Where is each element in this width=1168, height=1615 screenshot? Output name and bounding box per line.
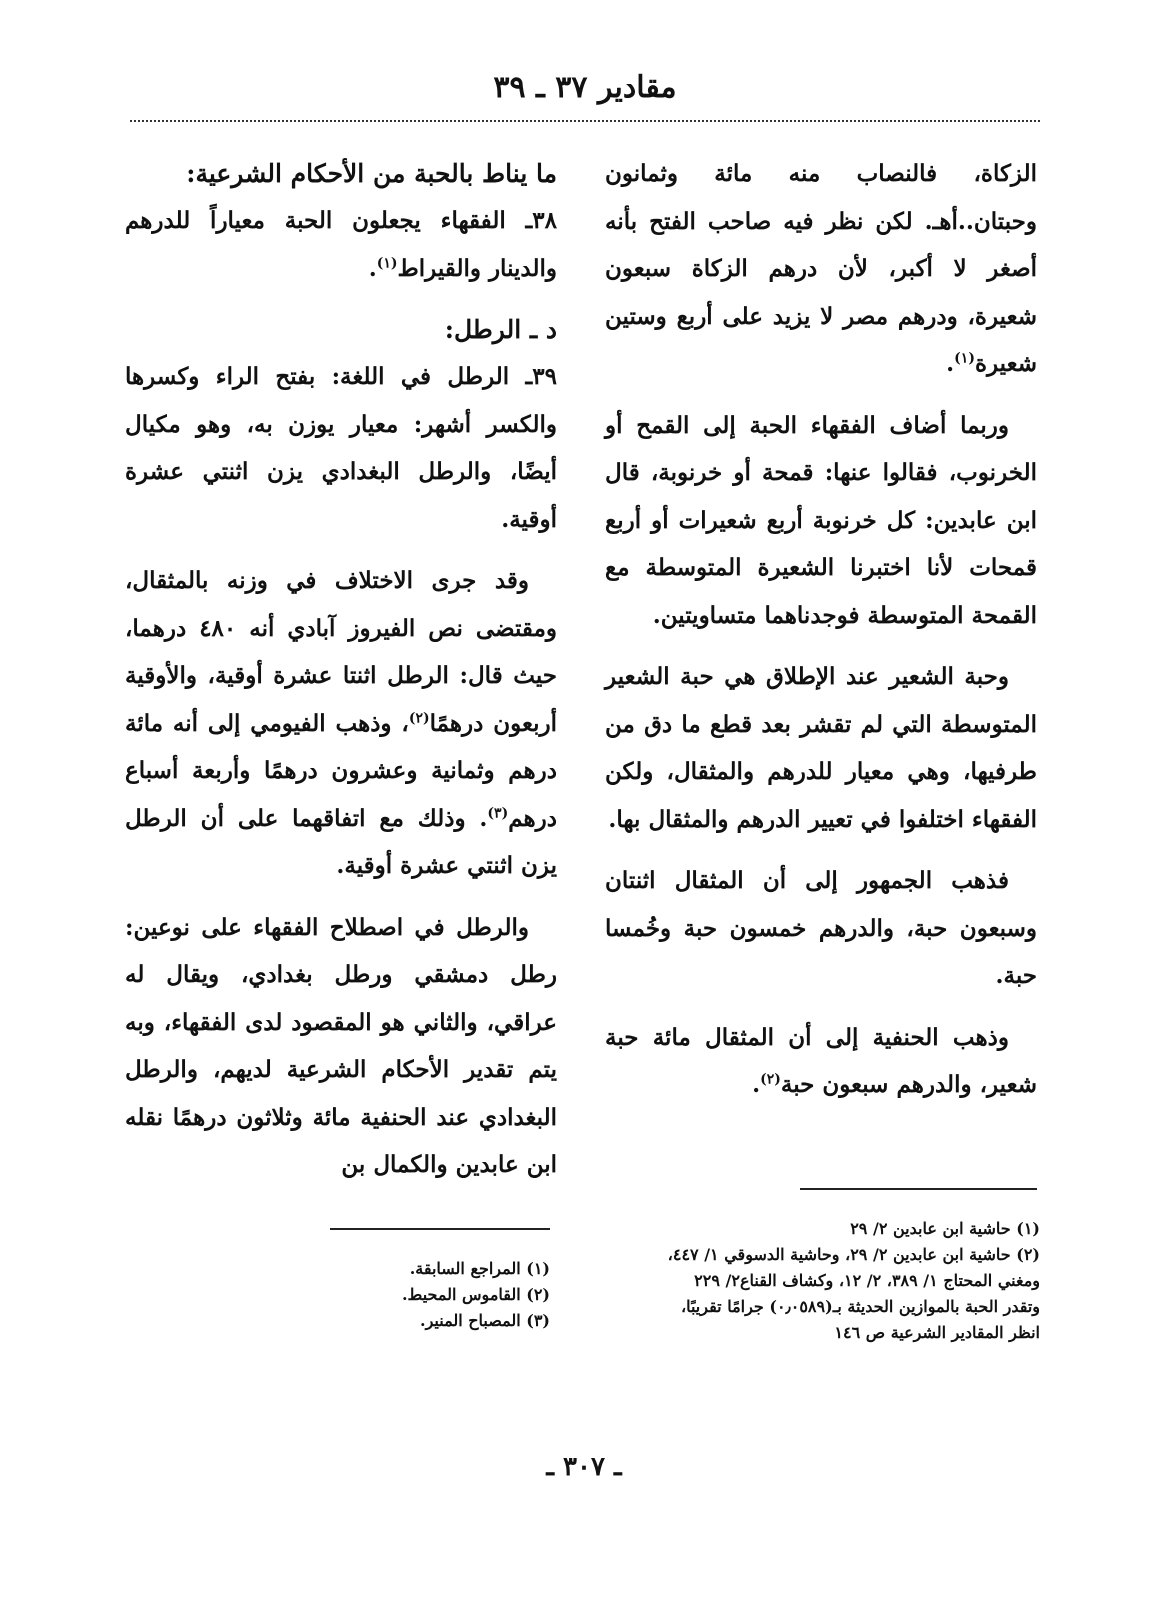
footnote-ref[interactable]: (١) bbox=[376, 254, 398, 271]
paragraph-hanafiya: وذهب الحنفية إلى أن المثقال مائة حبة شعير، والدرهم سبعون حبة$^{(٢)}$. bbox=[605, 1023, 1037, 1098]
paragraph-zakat: الزكاة، فالنصاب منه مائة وثمانون وحبتان..أهـ. لكن نظر فيه صاحب الفتح بأنه أصغر لا أكبر، لأن درهم الزكاة سبعون شعيرة، ودرهم مصر لا يزيد على أربع وستين شعيرة$^{(١)}$. bbox=[605, 160, 1037, 377]
page-number: ـ ٣٠٧ ـ bbox=[546, 1452, 622, 1482]
paragraph-jumhur: فذهب الجمهور إلى أن المثقال اثنتان وسبعون حبة، والدرهم خمسون حبة وخُمسا حبة. bbox=[605, 867, 1037, 989]
paragraph-qamh: وربما أضاف الفقهاء الحبة إلى القمح أو الخرنوب، فقالوا عنها: قمحة أو خرنوبة، قال ابن عابدين: كل خرنوبة أربع شعيرات أو أربع قمحات لأنا اختبرنا الشعيرة المتوسطة مع القمحة المتوسطة فوجدناهما متساويتين. bbox=[605, 411, 1037, 629]
footnote-separator-right bbox=[800, 1188, 1037, 1190]
footnote-ref[interactable]: (٢) bbox=[408, 709, 430, 726]
footnotes-right bbox=[600, 1216, 1040, 1346]
footnote-ref[interactable]: (٢) bbox=[760, 1071, 781, 1088]
footnote-ref[interactable]: (١) bbox=[954, 350, 975, 367]
footnote-separator-left bbox=[330, 1228, 550, 1230]
paragraph-39: ٣٩ـ الرطل في اللغة: بفتح الراء وكسرها والكسر أشهر: معيار يوزن به، وهو مكيال أيضًا، والرطل البغدادي يزن اثنتي عشرة أوقية. bbox=[125, 363, 557, 533]
footnote-item: (٢) القاموس المحيط. bbox=[401, 1285, 550, 1304]
footnote-item: ومغني المحتاج ١/ ٣٨٩، ٢/ ١٢، وكشاف القناع٢/ ٢٢٩ bbox=[694, 1271, 1040, 1290]
footnote-item: (٢) حاشية ابن عابدين ٢/ ٢٩، وحاشية الدسوقي ١/ ٤٤٧، bbox=[667, 1245, 1040, 1264]
running-title: مقادير ٣٧ ـ ٣٩ bbox=[493, 70, 677, 105]
footnote-item: (١) حاشية ابن عابدين ٢/ ٢٩ bbox=[850, 1219, 1040, 1238]
section-heading-ratl: د ـ الرطل: bbox=[444, 315, 557, 344]
footnote-item: انظر المقادير الشرعية ص ١٤٦ bbox=[834, 1323, 1040, 1342]
header-dotted-rule bbox=[130, 120, 1040, 122]
footnote-item: (٣) المصباح المنير. bbox=[420, 1311, 550, 1330]
page-header bbox=[130, 62, 1040, 122]
right-column bbox=[605, 150, 1037, 1123]
paragraph-nawain: والرطل في اصطلاح الفقهاء على نوعين: رطل دمشقي ورطل بغدادي، ويقال له عراقي، والثاني هو المقصود لدى الفقهاء، وبه يتم تقدير الأحكام الشرعية لديهم، والرطل البغدادي عند الحنفية مائة وثلاثون درهمًا نقله ابن عابدين والكمال بن bbox=[125, 913, 557, 1178]
paragraph-shaeer: وحبة الشعير عند الإطلاق هي حبة الشعير المتوسطة التي لم تقشر بعد قطع ما دق من طرفيها، وهي معيار للدرهم والمثقال، ولكن الفقهاء اختلفوا في تعيير الدرهم والمثقال بها. bbox=[605, 663, 1037, 833]
footnote-item: (١) المراجع السابقة. bbox=[409, 1259, 550, 1278]
footnote-item: وتقدر الحبة بالموازين الحديثة بـ(٠٫٠٥٨٩) جرامًا تقريبًا، bbox=[680, 1297, 1040, 1316]
section-heading-habba: ما يناط بالحبة من الأحكام الشرعية: bbox=[186, 159, 557, 188]
left-column bbox=[125, 150, 557, 1203]
footnotes-left bbox=[300, 1256, 550, 1334]
paragraph-ikhtilaf: وقد جرى الاختلاف في وزنه بالمثقال، ومقتضى نص الفيروز آبادي أنه ٤٨٠ درهما، حيث قال: الرطل اثنتا عشرة أوقية، والأوقية أربعون درهمًا$^{(٢)}$، وذهب الفيومي إلى أنه مائة درهم وثمانية وعشرون درهمًا وأربعة أسباع درهم$^{(٣)}$. وذلك مع اتفاقهما على أن الرطل يزن اثنتي عشرة أوقية. bbox=[125, 567, 557, 879]
footnote-ref[interactable]: (٣) bbox=[487, 804, 509, 821]
paragraph-38: ٣٨ـ الفقهاء يجعلون الحبة معياراً للدرهم والدينار والقيراط$^{(١)}$. bbox=[125, 207, 557, 282]
